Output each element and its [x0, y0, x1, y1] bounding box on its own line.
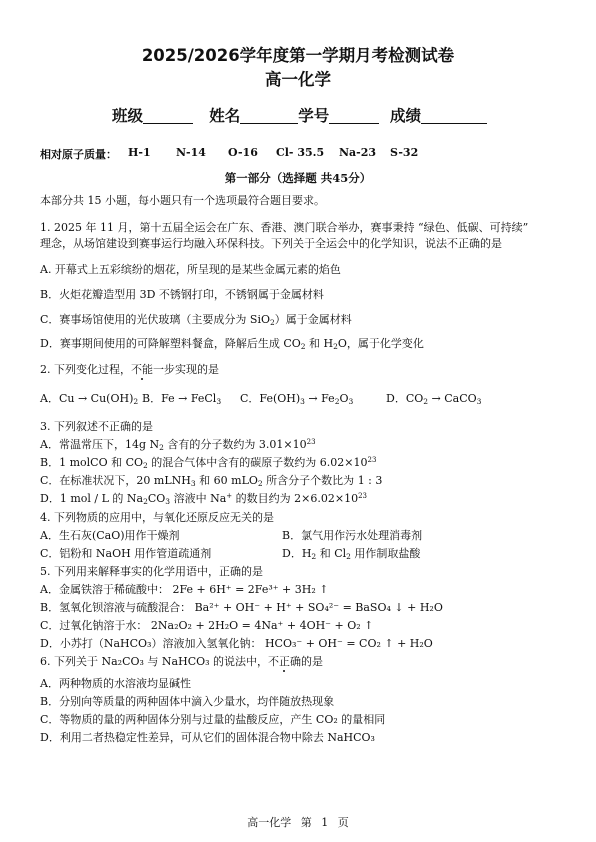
exam-subject: 高一化学 [265, 70, 331, 89]
q3-option-b[interactable]: B．1 molCO 和 $CO_2$ 的混合气体中含有的碳原子数约为 $6.02\times 10^{23}$ [40, 456, 377, 470]
q4-option-d[interactable]: D．$H_2$ 和 $Cl_2$ 用作制取盐酸 [282, 547, 421, 561]
q1-option-b[interactable]: B．火炬花瓣造型用 3D 不锈钢打印，不锈钢属于金属材料 [40, 288, 324, 301]
score-label: 成绩 [390, 107, 422, 125]
q3-option-d[interactable]: D．1 mol / L 的 $Na_2CO_3$ 溶液中 Na+ 的数目约为 $2\times 6.02\times 10^{23}$ [40, 492, 367, 506]
q1-stem-line1: 1. 2025 年 11 月，第十五届全运会在广东、香港、澳门联合举办，赛事秉持 “绿色、低碳、可持续” [40, 221, 529, 234]
name-label: 姓名 [209, 107, 241, 125]
q6-option-c[interactable]: C．等物质的量的两种固体分别与过量的盐酸反应，产生 CO₂ 的量相同 [40, 713, 386, 726]
class-blank[interactable] [143, 107, 193, 124]
q6-option-d[interactable]: D．利用二者热稳定性差异，可从它们的固体混合物中除去 NaHCO₃ [40, 731, 375, 744]
q4-option-b[interactable]: B．氯气用作污水处理消毒剂 [282, 529, 423, 542]
class-label: 班级 [112, 107, 144, 125]
q1-option-c[interactable]: C．赛事场馆使用的光伏玻璃（主要成分为 SiO$_2$）属于金属材料 [40, 313, 352, 327]
q4-option-a[interactable]: A．生石灰(CaO)用作干燥剂 [40, 529, 180, 542]
mass-item: Cl- 35.5 [276, 146, 325, 159]
mass-item: Na-23 [339, 146, 377, 159]
id-blank[interactable] [329, 107, 379, 124]
q5-option-a[interactable]: A．金属铁溶于稀硫酸中： 2Fe + 6H⁺ = 2Fe³⁺ + 3H₂ ↑ [40, 583, 329, 596]
section-intro: 本部分共 15 小题，每小题只有一个选项最符合题目要求。 [40, 194, 325, 207]
q5-option-d[interactable]: D．小苏打（NaHCO₃）溶液加入氢氧化钠： HCO₃⁻ + OH⁻ = CO₂ ↑ + H₂O [40, 637, 433, 650]
q6-option-b[interactable]: B．分别向等质量的两种固体中滴入少量水，均伴随放热现象 [40, 695, 335, 708]
q1-stem-line2: 理念，从场馆建设到赛事运行均融入环保科技。下列关于全运会中的化学知识，说法不正确的是 [40, 237, 502, 250]
q1-option-a[interactable]: A. 开幕式上五彩缤纷的烟花，所呈现的是某些金属元素的焰色 [40, 263, 341, 276]
q2-option-d[interactable]: D．$CO_2$ → CaCO$_3$ [386, 392, 482, 406]
q4-option-c[interactable]: C．铝粉和 NaOH 用作管道疏通剂 [40, 547, 212, 560]
id-label: 学号 [298, 107, 330, 125]
mass-item: H-1 [128, 146, 151, 159]
mass-item: O-16 [228, 146, 258, 159]
student-info-line [112, 104, 487, 126]
q2-option-a[interactable]: A．$Cu \to Cu(OH)_2$ [40, 392, 139, 406]
mass-item: S-32 [390, 146, 419, 159]
q3-option-a[interactable]: A．常温常压下，14g $N_2$ 含有的分子数约为 $3.01\times 10^{23}$ [40, 438, 316, 452]
page-footer: 高一化学 第 1 页 [247, 816, 349, 829]
q6-option-a[interactable]: A．两种物质的水溶液均显碱性 [40, 677, 191, 690]
name-blank[interactable] [240, 107, 298, 124]
q5-stem: 5. 下列用来解释事实的化学用语中，正确的是 [40, 565, 263, 578]
score-blank[interactable] [421, 107, 487, 124]
q5-option-c[interactable]: C．过氧化钠溶于水： 2Na₂O₂ + 2H₂O = 4Na⁺ + 4OH⁻ + O₂ ↑ [40, 619, 374, 632]
q2-stem: 2. 下列变化过程，不能一步实现的是 [40, 363, 219, 376]
q3-option-c[interactable]: C．在标准状况下，20 mLNH$_3$ 和 60 mLO$_2$ 所含分子个数比为 1 : 3 [40, 474, 383, 488]
exam-title: 2025/2026学年度第一学期月考检测试卷 [141, 46, 455, 65]
q4-stem: 4. 下列物质的应用中，与氧化还原反应无关的是 [40, 511, 274, 524]
q1-option-d[interactable]: D．赛事期间使用的可降解塑料餐盒，降解后生成 $CO_2$ 和 $H_2O$，属于化学变化 [40, 337, 424, 351]
section-title: 第一部分（选择题 共45分） [224, 171, 372, 185]
q2-option-c[interactable]: C．$Fe(OH)_3 \to Fe_2O_3$ [240, 392, 354, 406]
q3-stem: 3. 下列叙述不正确的是 [40, 420, 153, 433]
q2-options [40, 392, 482, 406]
mass-item: N-14 [176, 146, 206, 159]
q5-option-b[interactable]: B．氢氧化钡溶液与硫酸混合： Ba²⁺ + OH⁻ + H⁺ + SO₄²⁻ = BaSO₄ ↓ + H₂O [40, 601, 443, 614]
q2-option-b[interactable]: B．Fe → FeCl$_3$ [142, 392, 222, 406]
masses-label: 相对原子质量： [40, 148, 117, 161]
q6-stem: 6. 下列关于 Na₂CO₃ 与 NaHCO₃ 的说法中，不正确的是 [40, 655, 324, 668]
